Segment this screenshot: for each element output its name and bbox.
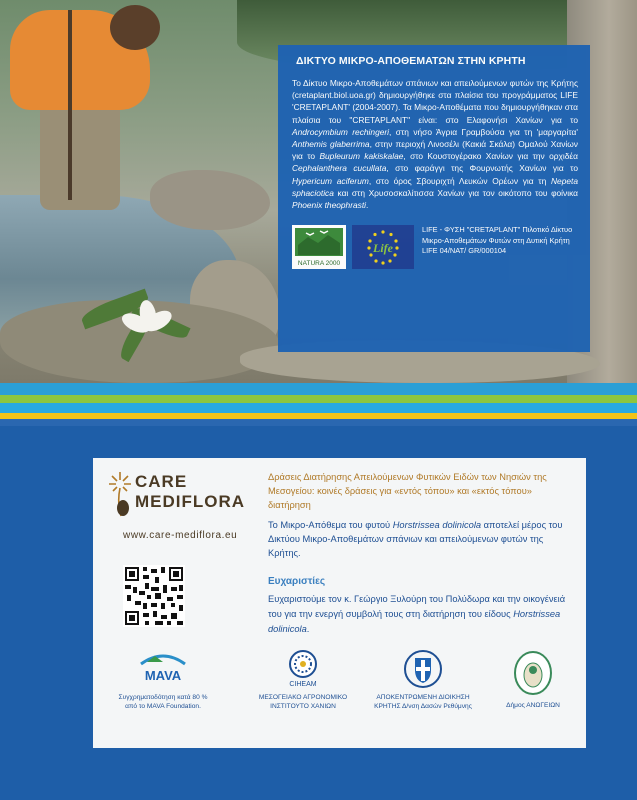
text-segment: . [366, 200, 369, 211]
micro-reserve-description [268, 518, 578, 560]
acknowledgements-heading: Ευχαριστίες [268, 576, 326, 587]
mava-logo [133, 650, 193, 688]
greek-emblem-logo [401, 650, 445, 688]
text-segment: Το Μικρο-Απόθεμα του φυτού [268, 520, 393, 530]
mava-label: MAVA [144, 668, 182, 683]
person-figure [110, 5, 160, 50]
care-mediflora-logo [103, 464, 253, 524]
partner-decentralized-admin [373, 650, 473, 711]
natura-2000-icon [292, 225, 346, 269]
brand-mediflora-text: MEDIFLORA [135, 492, 246, 511]
info-box-footer [292, 225, 578, 269]
text-segment: αποτελεί μέρος του Δικτύου Μικρο-Αποθεμάτων σπάνιων και απειλούμενων φυτών της Κρήτης. [268, 520, 563, 558]
brand-care-text: CARE [135, 472, 188, 491]
text-segment: Το Δίκτυο Μικρο-Αποθεμάτων σπάνιων και απειλούμενων φυτών της Κρήτης (cretaplant.biol.uoa.gr) δημιουργήθηκε στα πλαίσια του προγράμματος LIFE 'CRETAPLANT' (2004-2007). Τα Μικρο-Αποθέματα που δημιουργήθηκαν στα πλαίσια του "CRETAPLANT" είναι: στο Ελαφονήσι Χανίων για το [292, 78, 578, 125]
life-logo [352, 225, 414, 269]
species-name: Hypericum aciferum [292, 175, 369, 186]
decorative-stripe [0, 395, 637, 403]
text-segment: , στην περιοχή Λινοσέλι (Κακιά Σκάλα) Ομαλού Χανίων για το [292, 139, 578, 162]
species-name: Bupleurum kakiskalae [319, 151, 404, 162]
anogeia-caption: Δήμος ΑΝΩΓΕΙΩΝ [506, 702, 560, 709]
natura-label: NATURA 2000 [297, 260, 341, 268]
species-name: Anthemis glaberrima [292, 139, 370, 150]
acknowledgements-text [268, 592, 578, 637]
decorative-stripe [0, 383, 637, 395]
ciheam-caption: ΜΕΣΟΓΕΙΑΚΟ ΑΓΡΟΝΟΜΙΚΟ ΙΝΣΤΙΤΟΥΤΟ ΧΑΝΙΩΝ [258, 694, 348, 710]
decorative-stripe [0, 419, 637, 426]
rock [150, 170, 270, 230]
partner-ciheam [253, 650, 353, 711]
qr-code[interactable] [123, 565, 185, 627]
species-name: Cephalanthera cucullata [292, 163, 387, 174]
flower-logo-icon [103, 466, 137, 522]
project-title: Δράσεις Διατήρησης Απειλούμενων Φυτικών Ειδών των Νησιών της Μεσογείου: κοινές δράσεις για «εντός τόπου» και «εκτός τόπου» διατήρηση [268, 472, 547, 510]
text-segment: , στο φαράγγι της Φουρνωτής Χανίων για το [386, 163, 579, 174]
mava-caption: Συγχρηματοδότηση κατά 80 % από το MAVA Foundation. [118, 694, 208, 710]
measuring-stick [68, 10, 72, 200]
species-name: Nepeta sphaciotica [292, 175, 578, 198]
qr-code-icon [123, 565, 185, 627]
partner-mava [113, 650, 213, 711]
anogeia-logo [513, 650, 553, 696]
partner-anogeia [488, 650, 578, 711]
mava-icon [133, 650, 193, 688]
species-name: Horstrissea dolinicola [392, 520, 482, 530]
text-segment: , στο Κουστογέρακο Χανίων για την ορχιδέα [403, 151, 578, 162]
person-figure [40, 100, 120, 210]
life-project-caption: LIFE - ΦΥΣΗ "CRETAPLANT" Πιλοτικό Δίκτυο Μικρο-Αποθεμάτων Φυτών στη Δυτική Κρήτη LIFE 04/NAT/ GR/000104 [422, 225, 573, 256]
decentralized-admin-caption: ΑΠΟΚΕΝΤΡΩΜΕΝΗ ΔΙΟΙΚΗΣΗ ΚΡΗΤΗΣ Δ/νση Δασών Ρεθύμνης [374, 694, 472, 710]
text-segment: και στη Χρυσοσκαλίτισσα Χανίων για τον οικότοπο του φοίνικα [333, 187, 578, 198]
greek-emblem-icon [401, 650, 445, 688]
decorative-stripe [0, 403, 637, 413]
text-segment: Ευχαριστούμε τον κ. Γεώργιο Ξυλούρη του Πολύδωρα και την οικογένειά του για την ενεργή συμβολή τους στη διατήρηση του είδους [268, 594, 566, 619]
ciheam-logo [278, 650, 328, 688]
info-box-text [292, 77, 578, 211]
info-box-title: ΔΙΚΤΥΟ ΜΙΚΡΟ-ΑΠΟΘΕΜΑΤΩΝ ΣΤΗΝ ΚΡΗΤΗ [296, 55, 526, 67]
website-link[interactable]: www.care-mediflora.eu [123, 530, 238, 541]
species-name: Phoenix theophrasti [292, 200, 367, 211]
eu-life-icon [352, 225, 414, 269]
text-segment: , στη νήσο Άγρια Γραμβούσα για τη 'μαργαρίτα' [389, 126, 578, 137]
life-label: Life [373, 241, 393, 256]
text-segment: , στο όρος Σβουριχτή Λευκών Ορέων για τη [368, 175, 551, 186]
header-photo [0, 0, 637, 383]
natura-2000-logo [292, 225, 346, 269]
ciheam-icon [278, 650, 328, 688]
anogeia-icon [513, 650, 553, 696]
network-info-box [278, 45, 590, 352]
species-name: Horstrissea dolinicola [268, 609, 561, 634]
project-info-card [93, 458, 586, 748]
text-segment: . [306, 624, 310, 634]
ciheam-label: CIHEAM [289, 681, 317, 688]
species-name: Androcymbium rechingeri [292, 126, 390, 137]
